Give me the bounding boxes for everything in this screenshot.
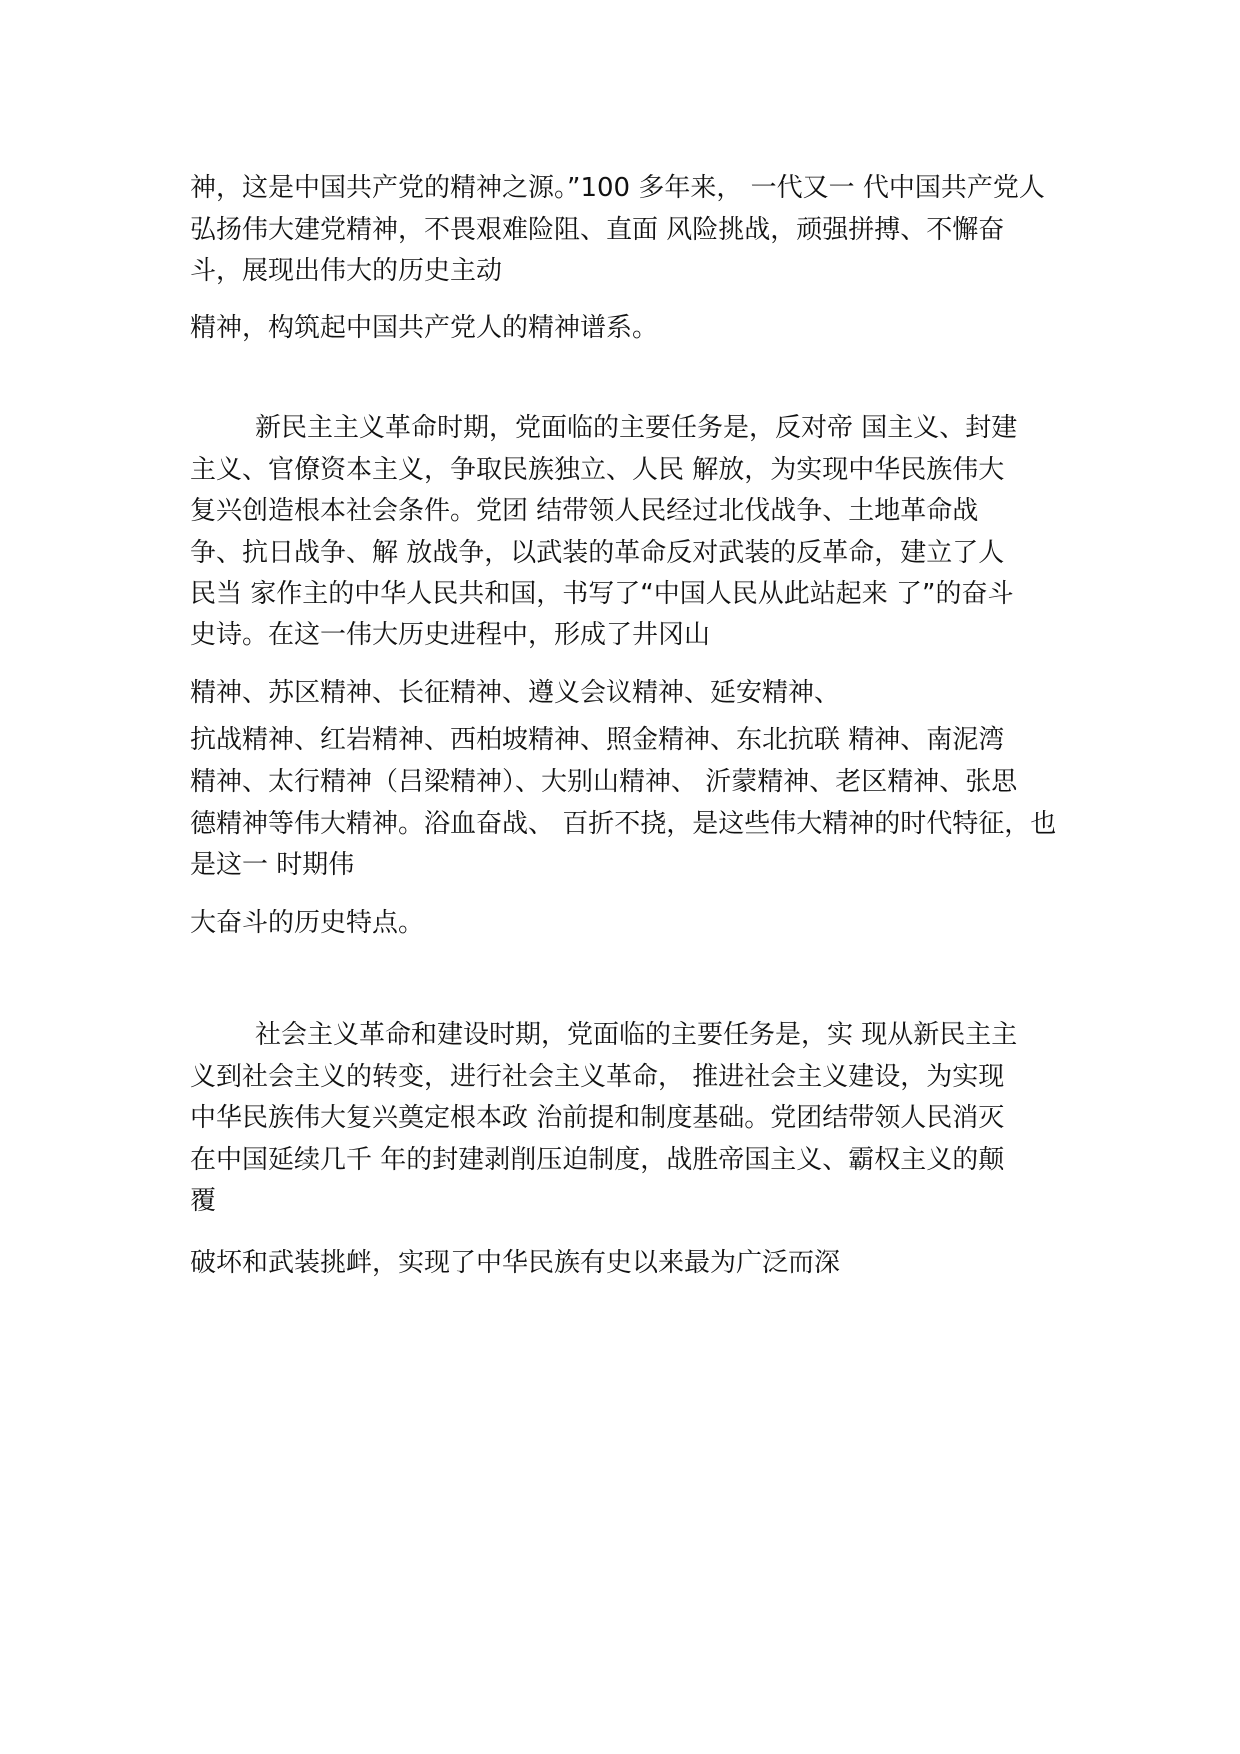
- text-line: 抗战精神、红岩精神、西柏坡精神、照金精神、东北抗联 精神、南泥湾: [190, 725, 1005, 755]
- text-line: 主义、官僚资本主义，争取民族独立、人民 解放，为实现中华民族伟大: [190, 455, 1005, 485]
- text-line: 精神、太行精神（吕梁精神）、大别山精神、 沂蒙精神、老区精神、张思: [190, 767, 1018, 797]
- text-line: 破坏和武装挑衅，实现了中华民族有史以来最为广泛而深: [190, 1248, 841, 1278]
- paragraph-first-line: 新民主主义革命时期，党面临的主要任务是，反对帝 国主义、封建: [255, 413, 1018, 443]
- text-line: 精神，构筑起中国共产党人的精神谱系。: [190, 313, 659, 343]
- text-line: 史诗。在这一伟大历史进程中，形成了井冈山: [190, 620, 711, 650]
- text-line: 中华民族伟大复兴奠定根本政 治前提和制度基础。党团结带领人民消灭: [190, 1103, 1005, 1133]
- paragraph-first-line: 社会主义革命和建设时期，党面临的主要任务是，实 现从新民主主: [255, 1020, 1018, 1050]
- text-line: 神，这是中国共产党的精神之源。”100 多年来， 一代又一 代中国共产党人: [190, 173, 1045, 203]
- text-line: 精神、苏区精神、长征精神、遵义会议精神、延安精神、: [190, 678, 841, 708]
- text-line: 复兴创造根本社会条件。党团 结带领人民经过北伐战争、土地革命战: [190, 496, 979, 526]
- text-line: 覆: [190, 1186, 217, 1216]
- text-line: 弘扬伟大建党精神，不畏艰难险阻、直面 风险挑战，顽强拼搏、不懈奋: [190, 215, 1005, 245]
- text-line: 民当 家作主的中华人民共和国，书写了“中国人民从此站起来 了”的奋斗: [190, 579, 1014, 609]
- text-line: 在中国延续几千 年的封建剥削压迫制度，战胜帝国主义、霸权主义的颠: [190, 1145, 1005, 1175]
- text-line: 争、抗日战争、解 放战争，以武装的革命反对武装的反革命，建立了人: [190, 538, 1005, 568]
- text-line: 义到社会主义的转变，进行社会主义革命， 推进社会主义建设，为实现: [190, 1062, 1005, 1092]
- text-line: 斗，展现出伟大的历史主动: [190, 256, 503, 286]
- text-line: 德精神等伟大精神。浴血奋战、 百折不挠，是这些伟大精神的时代特征，也: [190, 809, 1057, 839]
- text-line: 是这一 时期伟: [190, 850, 355, 880]
- text-line: 大奋斗的历史特点。: [190, 908, 425, 938]
